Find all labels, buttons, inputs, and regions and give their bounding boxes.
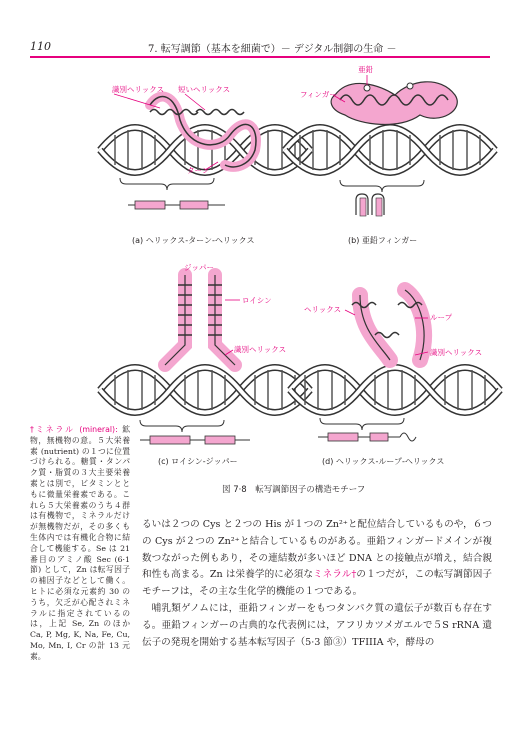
sidebar-note: [30, 425, 130, 663]
label-short-helix: 短いヘリックス: [178, 85, 231, 94]
running-title: 7. 転写調節（基本を細菌で）－ デジタル制御の生命 －: [148, 44, 397, 55]
panel-c-leucine-zipper: [100, 263, 310, 466]
paragraph-1-part-b: の１つだが，この転写調節因子モチーフは，その主な生化学的機能の１つである。: [142, 569, 492, 598]
caption-panel-a: (a) ヘリックス-ターン-ヘリックス: [132, 236, 255, 245]
paragraph-1: [142, 517, 492, 601]
label-loop: ループ: [430, 313, 453, 322]
label-leucine: ロイシン: [242, 296, 272, 305]
label-recognition-helix-d: 識別ヘリックス: [430, 348, 483, 357]
label-recognition-helix-c: 識別ヘリックス: [234, 345, 287, 354]
sidebar-text: 鉱物，無機物の意。５大栄養素 (nutrient) の１つに位置づけられる。糖質・タンパク質・脂質の３大主要栄養素とは別で，ビタミンとともに微量栄養素である。これら５大栄養素のうち４群は有機物で，ミネラルだけが無機物だが，その多くも生体内では有機化合物に結合して機能する。Se は 21 番目のアミノ酸 Sec (6·1 節) として，Zn は転写因子の補因子などとして働く。ヒトに必須な元素約 30 のうち，欠乏が心配されミネラルに指定されているのは，上記 Se, Zn のほか Ca, P, Mg, K, Na, Fe, Cu, Mo, Mn, I, Cr の計 13 元素。: [30, 425, 130, 661]
label-zipper: ジッパー: [184, 263, 214, 272]
caption-panel-d: (d) ヘリックス-ループ-ヘリックス: [322, 457, 445, 466]
body-text: [142, 517, 492, 651]
label-recognition-helix-a: 識別ヘリックス: [112, 85, 165, 94]
caption-panel-b: (b) 亜鉛フィンガー: [348, 236, 418, 245]
paragraph-2: 哺乳類ゲノムには，亜鉛フィンガーをもつタンパク質の遺伝子が数百も存在する。亜鉛フィンガーの古典的な代表例には，アフリカツメガエルで５S rRNA 遺伝子の発現を開始する基本転写因子（5·3 節③）TFIIIA や，酵母の: [142, 602, 492, 648]
label-turn: ターン: [187, 166, 210, 175]
figure-caption: 図 7·8 転写調節因子の構造モチーフ: [222, 485, 366, 495]
page-number: 110: [30, 40, 51, 53]
label-finger: フィンガー: [300, 90, 337, 99]
panel-a-helix-turn-helix: [100, 84, 310, 245]
sidebar-term: †ミネラル (mineral):: [30, 425, 118, 434]
paragraph-1-part-a: るいは２つの Cys と２つの His が１つの Zn²⁺と配位結合しているものや，６つの Cys が２つの Zn²⁺と結合しているものがある。亜鉛フィンガードメインが複数つながった例もあり，その連結数が多いほど DNA との接触点が増え，結合親和性も高まる。Zn は栄養学的に必須な: [142, 519, 492, 581]
caption-panel-c: (c) ロイシン-ジッパー: [158, 457, 238, 466]
mineral-term: ミネラル†: [313, 569, 357, 581]
panel-b-zinc-finger: [285, 65, 495, 245]
label-zinc: 亜鉛: [358, 65, 373, 74]
panel-d-helix-loop-helix: [290, 290, 500, 466]
label-helix-d: ヘリックス: [304, 305, 342, 314]
